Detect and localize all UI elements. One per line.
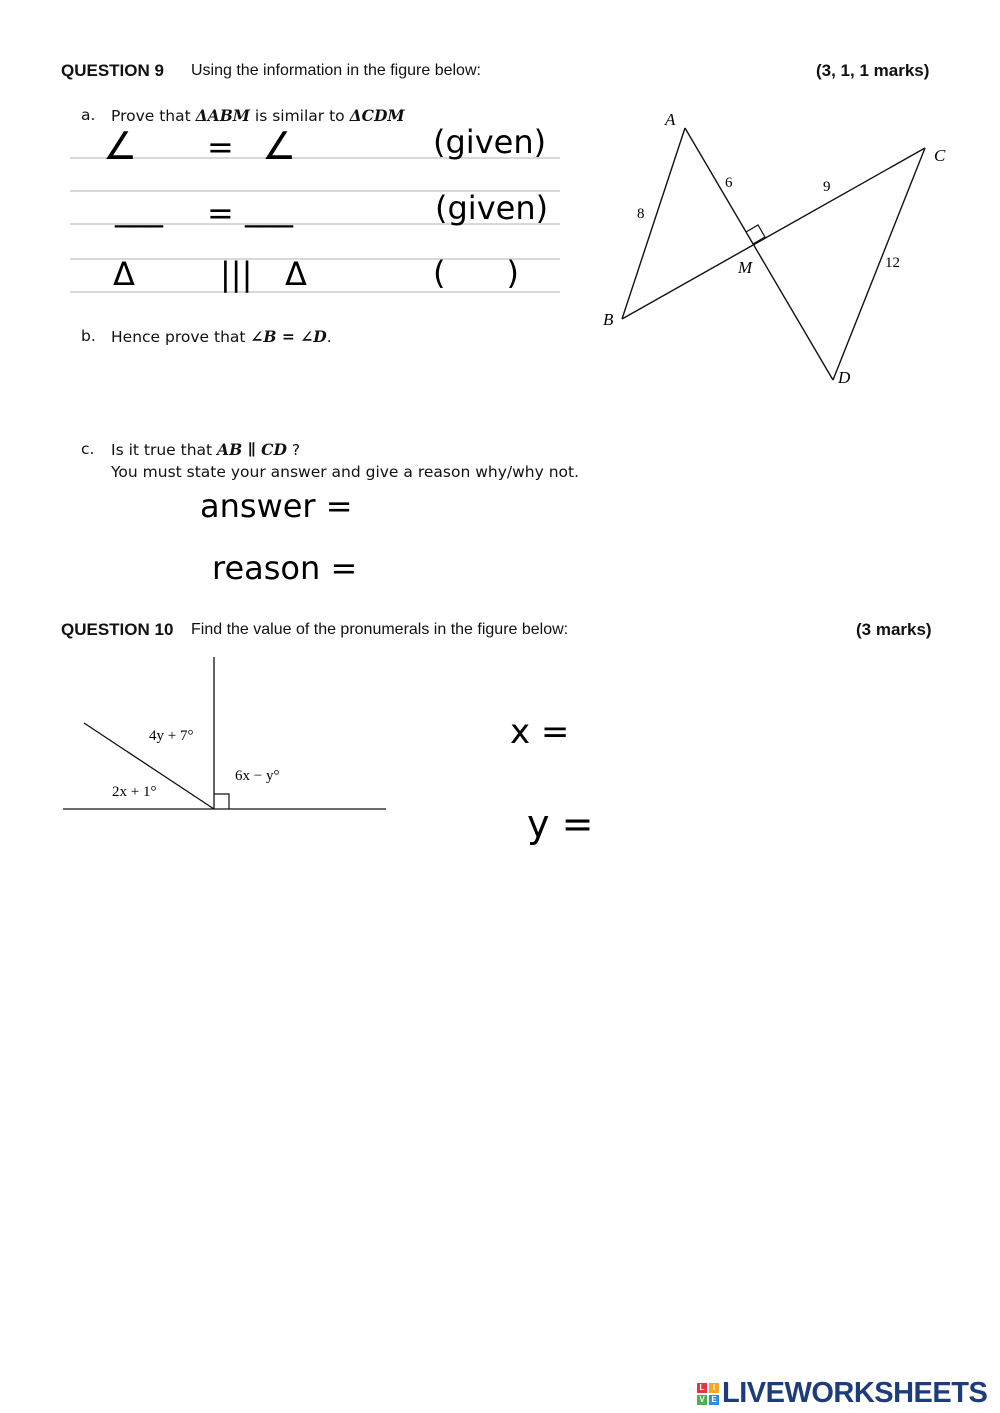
q9-heading: QUESTION 9 — [61, 61, 164, 80]
figure-bg — [595, 100, 955, 395]
logo-mark-cell: V — [697, 1395, 707, 1405]
logo-text: LIVEWORKSHEETS — [722, 1377, 988, 1409]
q9b-end: . — [326, 328, 332, 346]
proof-3-left: Δ — [113, 255, 135, 293]
q9c-expr: AB ∥ CD — [217, 440, 287, 459]
label-M: M — [738, 258, 753, 277]
angle-lower-label: 2x + 1° — [112, 784, 157, 800]
x-label: x = — [510, 712, 570, 752]
proof-3-eq: ||| — [220, 255, 253, 293]
logo-mark — [697, 1383, 719, 1405]
logo-mark-cell: E — [709, 1395, 719, 1405]
q10-figure — [60, 652, 395, 817]
proof-2-left: ___ — [115, 190, 163, 228]
reason-label: reason = — [212, 549, 358, 587]
q9c-instruction: You must state your answer and give a reason why/why not. — [111, 463, 580, 481]
label-A: A — [665, 110, 676, 129]
q9a-mid: is similar to — [254, 107, 345, 125]
proof-1-reason: (given) — [433, 123, 547, 161]
q9b-expr: ∠B = ∠D — [250, 327, 327, 346]
angle-right-label: 6x − y° — [235, 768, 280, 784]
q9a-label: a. — [81, 106, 96, 124]
figure-bg — [60, 652, 395, 817]
q9c-statement — [111, 440, 300, 459]
label-B: B — [603, 310, 614, 329]
proof-2-eq: = — [207, 194, 234, 232]
q10-marks: (3 marks) — [856, 620, 932, 639]
proof-1-right: ∠ — [262, 124, 297, 168]
proof-1-eq: = — [207, 128, 234, 166]
y-label: y = — [527, 802, 594, 846]
proof-1-left: ∠ — [103, 124, 138, 168]
q9b-statement — [111, 327, 332, 346]
q10-heading: QUESTION 10 — [61, 620, 174, 639]
q9c-text: Is it true that — [111, 441, 213, 459]
length-CD: 12 — [885, 255, 900, 271]
proof-2-reason: (given) — [435, 189, 549, 227]
q9-marks: (3, 1, 1 marks) — [816, 61, 930, 80]
length-MC: 9 — [823, 179, 831, 195]
q9-prompt: Using the information in the figure below: — [191, 62, 481, 79]
length-AM: 6 — [725, 175, 733, 191]
proof-2-right: ___ — [245, 190, 293, 228]
q9a-text: Prove that — [111, 107, 191, 125]
length-AB: 8 — [637, 206, 645, 222]
q10-prompt: Find the value of the pronumerals in the figure below: — [191, 621, 569, 638]
label-D: D — [838, 368, 851, 387]
q9b-label: b. — [81, 327, 96, 345]
q9a-statement — [111, 106, 405, 125]
q9a-triangle-2: ΔCDM — [349, 106, 405, 125]
q9a-triangle-1: ΔABM — [195, 106, 250, 125]
q9-figure — [595, 100, 955, 395]
label-C: C — [934, 146, 946, 165]
logo-mark-cell: I — [709, 1383, 719, 1393]
liveworksheets-logo — [697, 1377, 987, 1410]
angle-upper-label: 4y + 7° — [149, 728, 194, 744]
logo-mark-cell: L — [697, 1383, 707, 1393]
proof-3-reason: ( ) — [433, 254, 519, 292]
q9c-label: c. — [81, 440, 95, 458]
answer-label: answer = — [200, 487, 353, 525]
q9c-q: ? — [291, 441, 301, 459]
proof-3-right: Δ — [285, 255, 307, 293]
q9b-text: Hence prove that — [111, 328, 246, 346]
